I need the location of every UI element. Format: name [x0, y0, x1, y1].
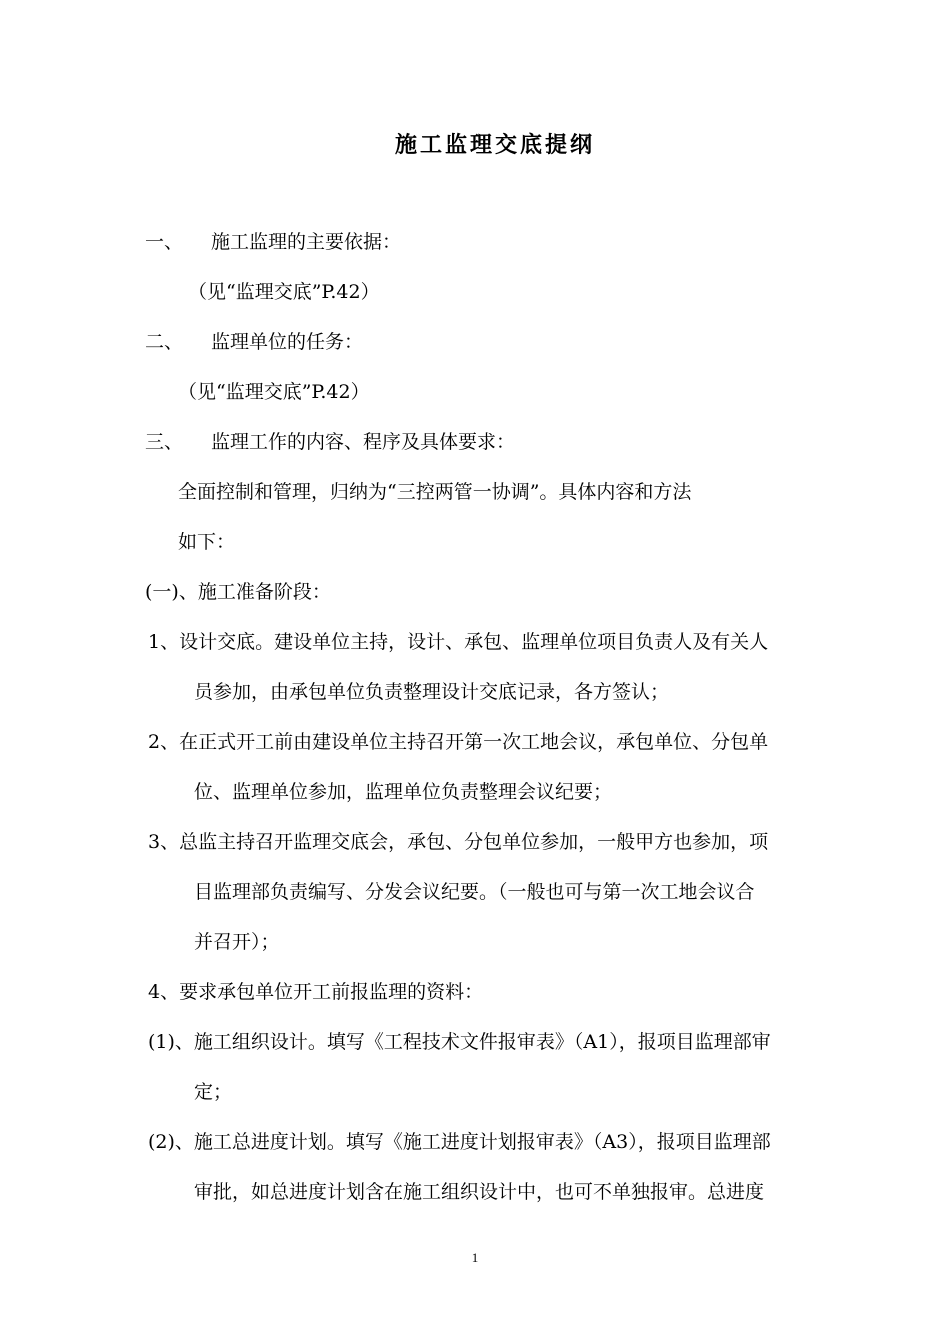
list-item-line: 目监理部负责编写、分发会议纪要。（一般也可与第一次工地会议合 [194, 881, 755, 903]
list-item-line: 并召开）； [194, 931, 280, 953]
paragraph-line: 如下： [178, 531, 236, 553]
paragraph-line: 全面控制和管理，归纳为“三控两管一协调”。具体内容和方法 [178, 481, 692, 503]
section-number: 一、 [145, 231, 184, 253]
list-item-line: 4、要求承包单位开工前报监理的资料： [148, 981, 484, 1003]
section-heading-1 [145, 230, 401, 254]
list-item-line: (1)、施工组织设计。填写《工程技术文件报审表》（A1），报项目监理部审 [148, 1031, 771, 1053]
reference-line-1: （见“监理交底”P.42） [188, 281, 380, 303]
section-number: 二、 [145, 331, 184, 353]
stage-heading: (一)、施工准备阶段： [145, 581, 331, 603]
list-item-line: 审批，如总进度计划含在施工组织设计中，也可不单独报审。总进度 [194, 1181, 765, 1203]
section-heading-2 [145, 330, 363, 354]
list-item-line: 员参加，由承包单位负责整理设计交底记录，各方签认； [194, 681, 670, 703]
page-title: 施工监理交底提纲 [394, 133, 595, 158]
section-number: 三、 [145, 431, 184, 453]
reference-line-2: （见“监理交底”P.42） [178, 381, 370, 403]
list-item-line: 定； [194, 1081, 233, 1103]
section-text: 监理工作的内容、程序及具体要求： [211, 431, 516, 453]
page-number: 1 [471, 1250, 479, 1265]
list-item-line: 位、监理单位参加，监理单位负责整理会议纪要； [194, 781, 613, 803]
list-item-line: (2)、施工总进度计划。填写《施工进度计划报审表》（A3），报项目监理部 [148, 1131, 771, 1153]
section-heading-3 [145, 430, 515, 454]
list-item-line: 3、总监主持召开监理交底会，承包、分包单位参加，一般甲方也参加，项 [148, 831, 769, 853]
list-item-line: 1、设计交底。建设单位主持，设计、承包、监理单位项目负责人及有关人 [148, 631, 769, 653]
list-item-line: 2、在正式开工前由建设单位主持召开第一次工地会议，承包单位、分包单 [148, 731, 769, 753]
section-text: 施工监理的主要依据： [211, 231, 402, 253]
section-text: 监理单位的任务： [211, 331, 364, 353]
